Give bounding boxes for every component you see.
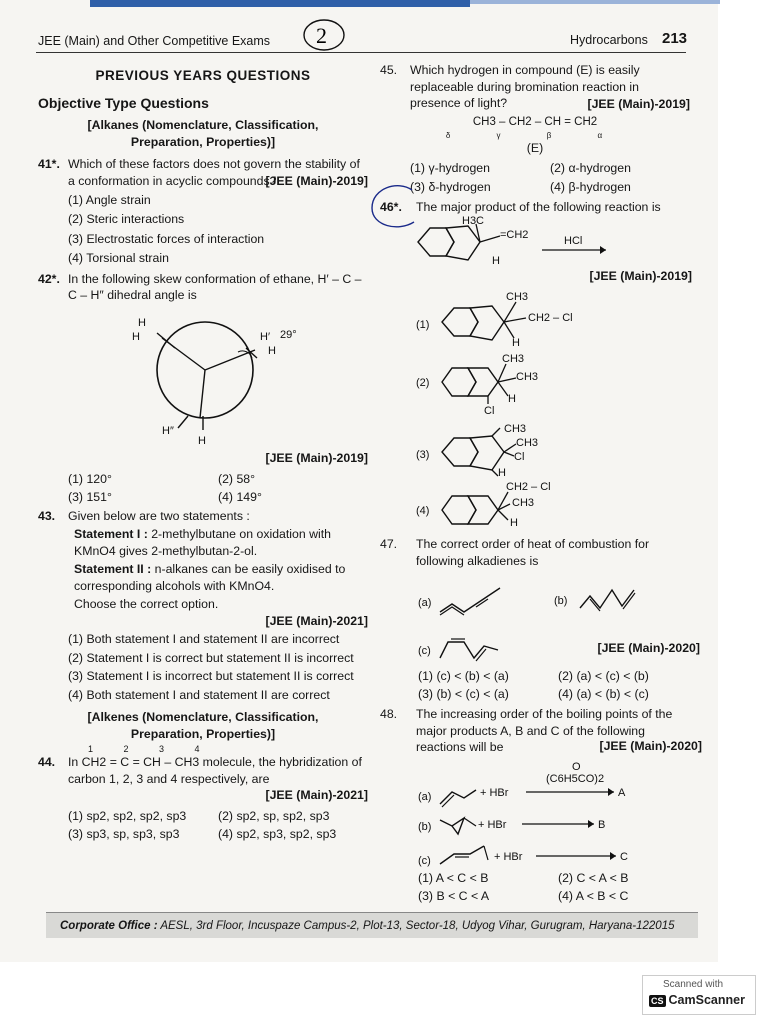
section-title: PREVIOUS YEARS QUESTIONS	[95, 68, 311, 83]
substituent-label: CH3	[506, 291, 529, 303]
scanner-watermark	[642, 975, 756, 1015]
watermark-brand	[649, 993, 745, 1007]
reactant-structure	[416, 214, 616, 270]
reaction-scheme	[418, 760, 698, 880]
question-number: 46*.	[380, 200, 402, 214]
left-column	[38, 68, 368, 304]
atom-label: H	[132, 331, 140, 343]
option-structure-4	[416, 480, 616, 536]
reagent-label: + HBr	[494, 851, 523, 863]
question-number: 44.	[38, 755, 56, 769]
right-column	[380, 62, 690, 216]
question-number: 42*.	[38, 271, 60, 286]
option: (3) 151°	[68, 490, 112, 504]
option: (2) Statement I is correct but statement II is incorrect	[68, 650, 354, 665]
question-43	[38, 508, 368, 525]
statement-label: Statement II :	[74, 562, 152, 576]
newman-projection-diagram	[130, 317, 297, 448]
option: (1) Both statement I and statement II are incorrect	[68, 632, 340, 646]
exam-source: [JEE (Main)-2021]	[265, 788, 368, 802]
option-structure-2	[416, 352, 616, 417]
question-text: Which hydrogen in compound (E) is easily replaceable during bromination reaction in presence of light?	[410, 63, 640, 110]
option: (1) γ-hydrogen	[410, 161, 490, 175]
topic-heading-alkenes: [Alkenes (Nomenclature, Classification, Preparation, Properties)]	[87, 710, 319, 741]
question-number: 47.	[380, 537, 398, 551]
condition-label: O	[572, 761, 581, 773]
option: (4) 149°	[218, 490, 262, 504]
atom-label: H	[498, 467, 506, 479]
atom-label: Cl	[514, 451, 525, 463]
atom-label: H	[138, 317, 146, 329]
camscanner-icon: CS	[651, 996, 664, 1006]
footer-label: Corporate Office :	[60, 920, 158, 932]
handwritten-number: 2	[316, 23, 327, 48]
reagent-label: + HBr	[480, 787, 509, 799]
instruction: Choose the correct option.	[74, 597, 219, 611]
header-color-bar-light	[470, 0, 720, 4]
structure-label: (c)	[418, 645, 431, 657]
atom-label: H	[512, 337, 520, 349]
watermark-caption: Scanned with	[663, 979, 724, 990]
option-label: (4)	[416, 505, 430, 517]
exam-source: [JEE (Main)-2019]	[265, 174, 368, 188]
question-text: Given below are two statements :	[68, 508, 250, 523]
substituent-label: =CH2	[500, 229, 529, 241]
option: (1) 120°	[68, 471, 112, 486]
options-row	[418, 870, 698, 887]
option: (1) (c) < (b) < (a)	[418, 669, 509, 683]
header-color-bar	[90, 0, 470, 7]
condition-label: (C6H5CO)2	[546, 773, 605, 785]
option: (4) (a) < (b) < (c)	[558, 686, 649, 701]
substituent-label: CH3	[502, 353, 525, 365]
product-label: C	[620, 851, 628, 863]
option: (2) α-hydrogen	[550, 161, 631, 175]
header-rule	[36, 52, 686, 53]
substituent-label: CH2 – Cl	[528, 312, 573, 324]
exam-source: [JEE (Main)-2019]	[589, 269, 692, 283]
question-text: The increasing order of the boiling points of the major products A, B and C of the following reactions will be	[416, 707, 673, 754]
question-47	[380, 536, 690, 569]
substituent-label: CH3	[504, 423, 527, 435]
atom-label: H	[268, 345, 276, 357]
atom-label: H	[510, 517, 518, 529]
atom-label: H″	[162, 425, 174, 437]
atom-label: H′	[260, 331, 271, 343]
question-text: In CH2 = C = CH – CH3 molecule, the hybridization of carbon 1, 2, 3 and 4 respectively, are	[68, 755, 362, 786]
statement-text: n-alkanes can be easily oxidised to corresponding alcohols with KMnO4.	[74, 562, 346, 593]
option: (4) β-hydrogen	[550, 179, 631, 194]
options-row	[38, 471, 368, 488]
book-title: JEE (Main) and Other Competitive Exams	[38, 34, 271, 48]
options-row	[418, 668, 698, 685]
handwritten-circle-mark-46	[368, 182, 418, 234]
question-text: In the following skew conformation of ethane, H′ – C – C – H″ dihedral angle is	[68, 271, 362, 302]
statement-label: Statement I :	[74, 527, 148, 541]
question-number: 43.	[38, 508, 56, 523]
option: (4) A < B < C	[558, 888, 629, 903]
handwritten-circle-mark	[302, 16, 352, 52]
product-label: A	[618, 787, 626, 799]
options-row	[38, 808, 368, 825]
option: (1) A < C < B	[418, 871, 489, 885]
greek-labels: δ γ β α	[445, 130, 625, 140]
atom-label: H	[198, 435, 206, 447]
question-text: Which of these factors does not govern the stability of a conformation in acyclic compounds?	[68, 157, 360, 188]
options-row	[38, 489, 368, 506]
q48-options	[418, 870, 698, 904]
option: (3) sp3, sp, sp3, sp3	[68, 827, 180, 841]
question-42	[38, 271, 368, 304]
option-structure-1	[416, 290, 616, 348]
substituent-label: CH3	[512, 497, 535, 509]
option: (1) Angle strain	[68, 192, 151, 207]
statement-text: 2-methylbutane on oxidation with KMnO4 gives 2-methylbutan-2-ol.	[74, 527, 332, 558]
question-text: The correct order of heat of combustion for following alkadienes is	[416, 537, 650, 568]
statement-1	[38, 526, 368, 559]
structure-label: (a)	[418, 597, 432, 609]
substituent-label: CH3	[516, 437, 539, 449]
exam-source: [JEE (Main)-2019]	[587, 96, 690, 111]
reagent-label: + HBr	[478, 819, 507, 831]
substituent-label: CH2 – Cl	[506, 481, 551, 493]
options-row	[418, 888, 698, 905]
option: (4) Both statement I and statement II are correct	[68, 687, 330, 702]
question-number: 45.	[380, 63, 398, 77]
topic-heading-alkanes: [Alkanes (Nomenclature, Classification, Preparation, Properties)]	[87, 118, 319, 149]
page-footer	[46, 912, 698, 938]
exam-source: [JEE (Main)-2019]	[265, 451, 368, 465]
question-text: The major product of the following reaction is	[416, 200, 661, 214]
left-column-lower	[38, 450, 368, 843]
question-number: 48.	[380, 707, 398, 721]
option: (2) C < A < B	[558, 871, 629, 885]
angle-label: 29°	[280, 329, 297, 341]
substituent-label: CH3	[516, 371, 539, 383]
options-row	[380, 160, 690, 177]
footer-address: AESL, 3rd Floor, Incuspaze Campus-2, Plot-13, Sector-18, Udyog Vihar, Gurugram, Haryana-122015	[160, 920, 675, 932]
options-row	[380, 179, 690, 196]
options-row	[38, 826, 368, 843]
option-label: (2)	[416, 377, 430, 389]
option: (4) Torsional strain	[68, 251, 169, 265]
subsection-title: Objective Type Questions	[38, 94, 209, 111]
reaction-label: (a)	[418, 791, 432, 803]
option: (3) δ-hydrogen	[410, 179, 491, 194]
option: (2) 58°	[218, 471, 256, 486]
page-number: 213	[662, 30, 688, 47]
option-label: (1)	[416, 319, 430, 331]
option: (3) Electrostatic forces of interaction	[68, 231, 265, 246]
option: (2) Steric interactions	[68, 212, 185, 226]
option: (1) sp2, sp2, sp2, sp3	[68, 808, 187, 823]
q47-options	[418, 668, 698, 702]
option: (2) sp2, sp, sp2, sp3	[218, 808, 330, 823]
question-44	[38, 754, 368, 787]
substituent-label: H3C	[462, 215, 485, 227]
exam-source: [JEE (Main)-2020]	[597, 641, 700, 655]
option: (3) (b) < (c) < (a)	[418, 686, 509, 701]
watermark-name: CamScanner	[668, 993, 745, 1007]
chapter-title: Hydrocarbons	[570, 33, 648, 47]
structure-label: (b)	[554, 595, 568, 607]
atom-label: H	[508, 393, 516, 405]
product-label: B	[598, 819, 606, 831]
option: (4) sp2, sp3, sp2, sp3	[218, 827, 337, 841]
atom-label: H	[492, 255, 500, 267]
compound-label: (E)	[526, 140, 544, 155]
options-row	[418, 686, 698, 703]
option: (3) B < C < A	[418, 888, 490, 903]
reaction-label: (b)	[418, 821, 432, 833]
reaction-label: (c)	[418, 855, 431, 867]
option-structure-3	[416, 420, 616, 478]
question-number: 41*.	[38, 157, 60, 171]
atom-label: Cl	[484, 405, 495, 417]
option: (2) (a) < (c) < (b)	[558, 669, 649, 683]
chemical-formula: CH3 – CH2 – CH = CH2	[472, 116, 598, 128]
option: (3) Statement I is incorrect but statement II is correct	[68, 669, 354, 683]
exam-source: [JEE (Main)-2020]	[599, 739, 702, 753]
reagent-label: HCl	[564, 235, 583, 247]
exam-source: [JEE (Main)-2021]	[265, 613, 368, 628]
statement-2	[38, 561, 368, 594]
option-label: (3)	[416, 449, 430, 461]
carbon-numbering: 1 2 3 4	[88, 744, 214, 754]
